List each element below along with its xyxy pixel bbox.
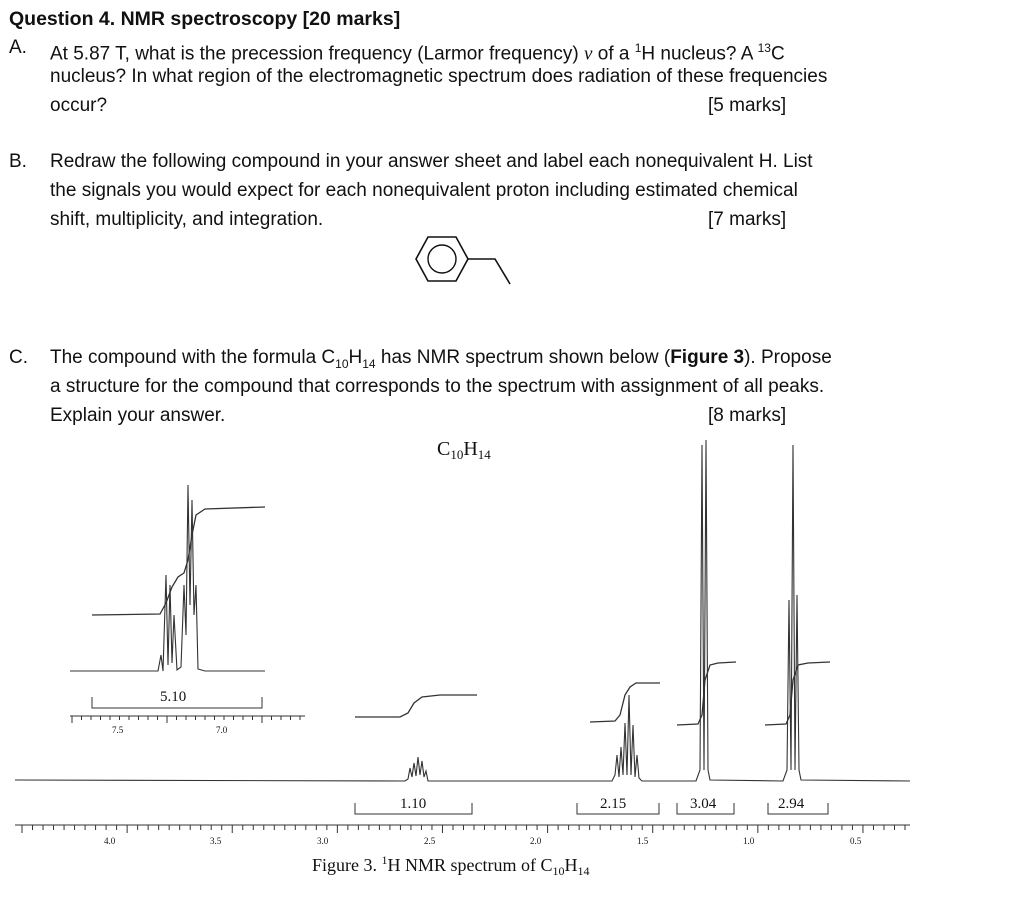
part-a-text: H nucleus? A xyxy=(641,43,758,65)
part-b-line2: the signals you would expect for each nonequivalent proton including estimated chemical xyxy=(50,180,798,201)
axis-tick-label: 1.0 xyxy=(743,836,755,846)
inset-integral-value: 5.10 xyxy=(160,689,187,705)
part-a-label: A. xyxy=(9,37,27,58)
part-c-text: H xyxy=(348,347,363,368)
subscript: 10 xyxy=(335,356,349,371)
integral-curve-1 xyxy=(355,695,477,717)
part-c-line3: Explain your answer. xyxy=(50,405,226,426)
spectrum-baseline xyxy=(15,440,910,781)
part-c-label: C. xyxy=(9,347,28,368)
inset-tick-label: 7.5 xyxy=(112,725,124,735)
part-a-text: C xyxy=(770,43,785,65)
nu-symbol: v xyxy=(584,43,593,65)
integral-curve-3 xyxy=(677,662,736,725)
integral-curve-2 xyxy=(590,683,660,722)
part-c-text: has NMR spectrum shown below ( xyxy=(375,347,671,368)
subscript: 14 xyxy=(362,356,376,371)
part-c-line2: a structure for the compound that corresponds to the spectrum with assignment of all peaks. xyxy=(50,376,825,397)
superscript: 1 xyxy=(634,41,642,55)
superscript: 13 xyxy=(757,41,771,55)
nmr-spectrum-figure xyxy=(0,425,1024,919)
part-c-line1 xyxy=(50,347,832,375)
part-a-line1 xyxy=(50,37,785,65)
axis-tick-label: 2.5 xyxy=(424,836,436,846)
part-a-text: At 5.87 T, what is the precession frequency (Larmor frequency) xyxy=(50,43,585,65)
axis-tick-label: 2.0 xyxy=(530,836,542,846)
question-title: Question 4. NMR spectroscopy [20 marks] xyxy=(9,8,401,30)
axis-tick-label: 3.0 xyxy=(317,836,329,846)
inset-tick-label: 7.0 xyxy=(216,725,228,735)
integral-value: 2.94 xyxy=(778,796,805,812)
integral-value: 3.04 xyxy=(690,796,717,812)
axis-tick-label: 0.5 xyxy=(850,836,862,846)
inset-aromatic-peaks xyxy=(70,485,265,671)
part-a-line3: occur? xyxy=(50,95,108,116)
part-a-marks: [5 marks] xyxy=(708,95,787,116)
part-b-marks: [7 marks] xyxy=(708,209,787,230)
figure-caption: Figure 3. $^1$H NMR spectrum of $C_{10}H_{14}$ xyxy=(312,853,590,878)
part-c-marks: [8 marks] xyxy=(708,405,787,426)
part-b-line3: shift, multiplicity, and integration. xyxy=(50,209,324,230)
part-b-line1: Redraw the following compound in your answer sheet and label each nonequivalent H. List xyxy=(50,151,813,172)
part-c-text: The compound with the formula C xyxy=(50,347,336,368)
ethylbenzene-structure xyxy=(405,232,525,292)
integral-value: 2.15 xyxy=(600,796,627,812)
part-a-text: of a xyxy=(592,43,635,65)
part-a-line2: nucleus? In what region of the electromagnetic spectrum does radiation of these frequencies xyxy=(50,66,828,87)
figure-reference: Figure 3 xyxy=(670,347,745,368)
figure-formula: $C_{10}H_{14}$ xyxy=(437,438,491,462)
axis-tick-label: 3.5 xyxy=(210,836,222,846)
inset-integral-curve xyxy=(92,507,265,615)
axis-tick-label: 1.5 xyxy=(637,836,649,846)
integral-value: 1.10 xyxy=(400,796,427,812)
axis-tick-label: 4.0 xyxy=(104,836,116,846)
part-b-label: B. xyxy=(9,151,27,172)
part-c-text: ). Propose xyxy=(744,347,832,368)
